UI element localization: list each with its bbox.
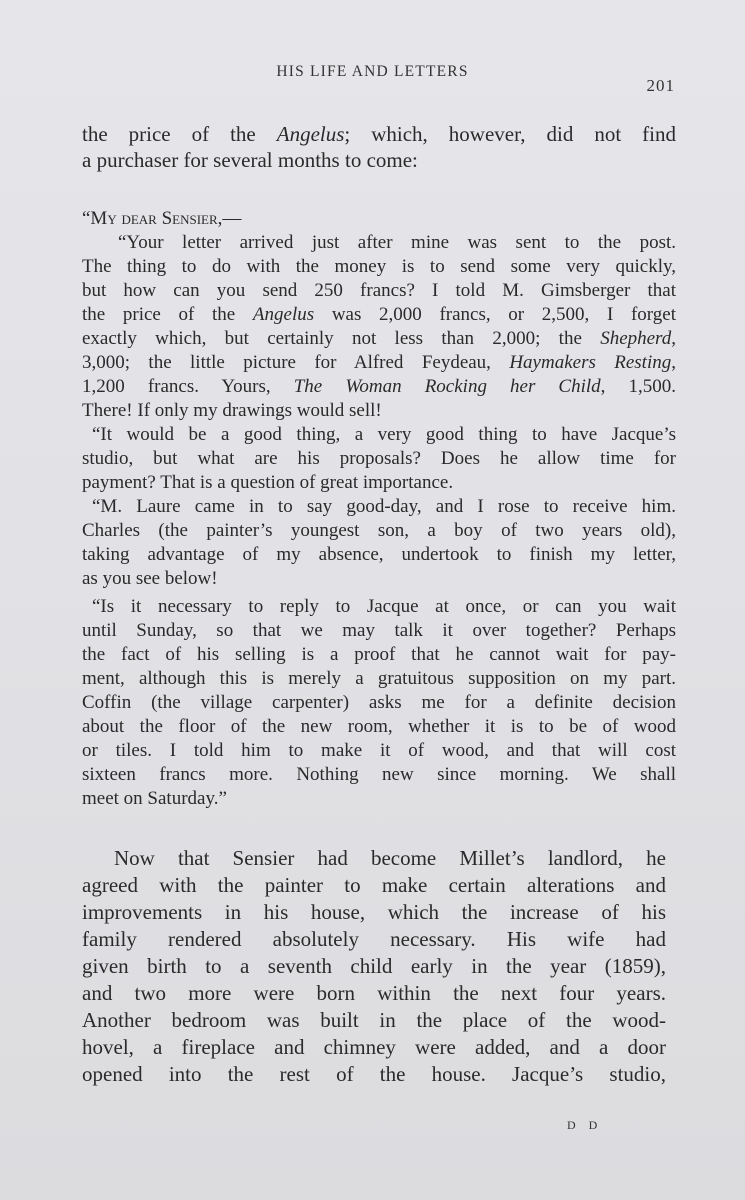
letter-line: Charles (the painter’s youngest son, a boy of two years old),: [82, 520, 676, 541]
title-woman-rocking: The Woman Rocking her Child: [293, 376, 601, 397]
letter-line: “It would be a good thing, a very good thing to have Jacque’s: [92, 424, 676, 445]
page-number: 201: [646, 76, 675, 95]
letter-line: studio, but what are his proposals? Does he allow time for: [82, 448, 676, 469]
body-line: opened into the rest of the house. Jacque’s studio,: [82, 1062, 666, 1086]
letter-line-italic: 1,200 francs. Yours, The Woman Rocking her Child, 1,500.: [82, 376, 676, 397]
letter-line: The thing to do with the money is to send some very quickly,: [82, 256, 676, 277]
salutation-text: “My dear Sensier,—: [82, 208, 242, 229]
body-line: hovel, a fireplace and chimney were added, and a door: [82, 1035, 666, 1059]
letter-line: Coffin (the village carpenter) asks me for a definite decision: [82, 692, 676, 713]
letter-line: “Is it necessary to reply to Jacque at once, or can you wait: [92, 596, 676, 617]
signature-mark: D D: [567, 1118, 603, 1132]
letter-line: as you see below!: [82, 568, 218, 589]
letter-line: taking advantage of my absence, undertook to finish my letter,: [82, 544, 676, 565]
letter-line: about the floor of the new room, whether it is to be of wood: [82, 716, 676, 737]
body-line: given birth to a seventh child early in the year (1859),: [82, 954, 666, 978]
letter-line-italic: 3,000; the little picture for Alfred Feydeau, Haymakers Resting,: [82, 352, 676, 373]
body-line: Another bedroom was built in the place of the wood-: [82, 1008, 666, 1032]
title-angelus: Angelus: [252, 304, 315, 325]
letter-line: ment, although this is merely a gratuitous supposition on my part.: [82, 668, 676, 689]
letter-line: until Sunday, so that we may talk it over together? Perhaps: [82, 620, 676, 641]
body-line: agreed with the painter to make certain alterations and: [82, 873, 666, 897]
title-shepherd: Shepherd: [600, 328, 672, 349]
letter-line: payment? That is a question of great importance.: [82, 472, 454, 493]
intro-line-2: a purchaser for several months to come:: [82, 148, 418, 172]
letter-line: There! If only my drawings would sell!: [82, 400, 382, 421]
body-line: and two more were born within the next four years.: [82, 981, 666, 1005]
body-line: family rendered absolutely necessary. His wife had: [82, 927, 666, 951]
running-head: HIS LIFE AND LETTERS: [276, 63, 469, 80]
letter-line: sixteen francs more. Nothing new since morning. We shall: [82, 764, 676, 785]
title-haymakers: Haymakers Resting: [509, 352, 672, 373]
letter-line-italic: the price of the Angelus was 2,000 francs, or 2,500, I forget: [82, 304, 676, 325]
letter-line: or tiles. I told him to make it of wood, and that will cost: [82, 740, 676, 761]
intro-text: the price of the Angelus; which, however, did not find: [82, 122, 676, 146]
body-line: improvements in his house, which the increase of his: [82, 900, 666, 924]
letter-line-italic: exactly which, but certainly not less than 2,000; the Shepherd,: [82, 328, 676, 349]
letter-line: meet on Saturday.”: [82, 788, 227, 809]
letter-line: but how can you send 250 francs? I told M. Gimsberger that: [82, 280, 676, 301]
letter-salutation: [82, 207, 676, 231]
letter-line: the fact of his selling is a proof that he cannot wait for pay-: [82, 644, 676, 665]
body-line: Now that Sensier had become Millet’s landlord, he: [114, 846, 666, 870]
letter-line: “M. Laure came in to say good-day, and I rose to receive him.: [92, 496, 676, 517]
intro-line-1: [82, 122, 676, 146]
letter-line: “Your letter arrived just after mine was sent to the post.: [118, 232, 676, 253]
